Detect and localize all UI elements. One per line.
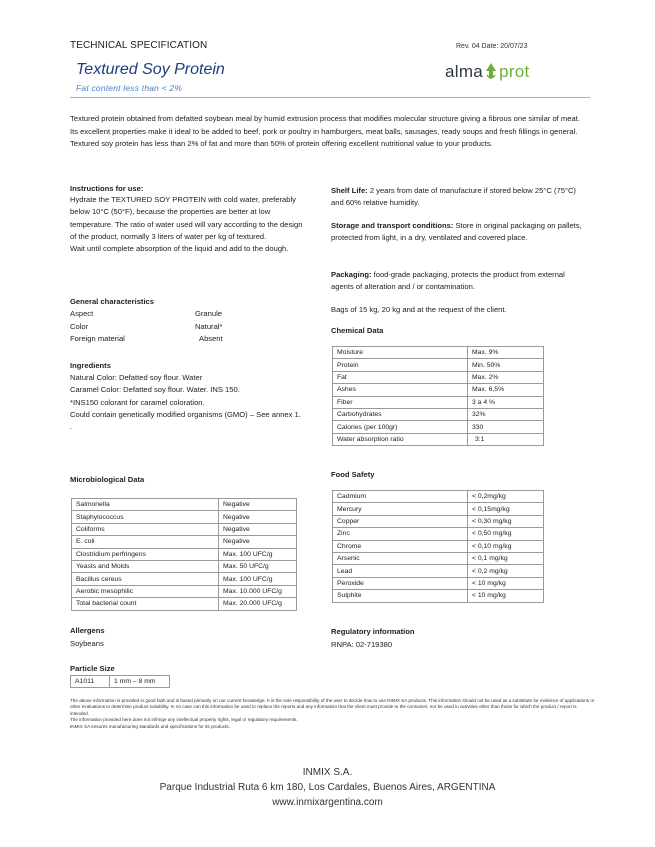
table-row [71,676,170,688]
general-row [70,321,310,334]
micro-title: Microbiological Data [70,475,145,484]
disclaimer-line: The information provided here does not infringe any intellectual property rights, legal or regulatory requirements. [70,717,298,723]
table-cell: < 10 mg/kg [468,590,544,602]
disclaimer [70,698,595,730]
table-cell: < 0,10 mg/kg [468,540,544,552]
shelf-life-label: Shelf Life: [331,186,368,195]
table-row [333,384,544,396]
table-cell: Negative [219,511,297,523]
table-cell: Negative [219,523,297,535]
food-safety-title: Food Safety [331,470,375,479]
table-cell: Protein [333,359,468,371]
table-cell: 3 a 4 % [468,396,544,408]
table-row [333,371,544,383]
instructions-wait: Wait until complete absorption of the liquid and add to the dough. [70,244,289,254]
product-title: Textured Soy Protein [76,61,225,78]
ingredients-title: Ingredients [70,361,111,370]
table-cell: Max. 10.000 UFC/g [219,585,297,597]
food-safety-table [332,490,544,603]
footer-company: INMIX S.A. [302,767,353,778]
table-cell: Max. 50 UFC/g [219,560,297,572]
table-row [72,598,297,610]
general-key: Color [70,321,89,331]
table-cell: < 0,50 mg/kg [468,528,544,540]
table-cell: Carbohydrates [333,408,468,420]
table-row [333,515,544,527]
table-row [333,503,544,515]
table-cell: Max. 100 UFC/g [219,573,297,585]
logo-text-left: alma [445,62,484,81]
table-cell: Cadmium [333,491,468,503]
table-row [333,552,544,564]
table-row [72,585,297,597]
table-row [333,359,544,371]
table-row [333,408,544,420]
table-cell: Max. 6,5% [468,384,544,396]
table-cell: Copper [333,515,468,527]
table-cell: Bacillus cereus [72,573,219,585]
table-row [333,590,544,602]
description-paragraph: Textured protein obtained from defatted soybean meal by humid extrusion process that modifies molecular structure giving a fibrous one similar of meat. [70,114,580,123]
header-divider [70,97,590,98]
general-value: Natural* [195,321,223,331]
table-cell: < 0,15mg/kg [468,503,544,515]
chemical-title: Chemical Data [331,326,384,335]
particle-table [70,675,170,688]
table-cell: Max. 100 UFC/g [219,548,297,560]
table-cell: Lead [333,565,468,577]
description-paragraph: Textured soy protein has less than 2% of fat and more than 50% of protein offering excellent nutritional value to your products. [70,139,493,149]
product-description [70,113,590,151]
table-cell: Fat [333,371,468,383]
footer-website[interactable]: www.inmixargentina.com [272,797,383,808]
table-cell: Total bacterial count [72,598,219,610]
leaf-arrow-icon [484,62,498,82]
table-row [72,499,297,511]
table-row [333,491,544,503]
shelf-life [331,185,586,210]
disclaimer-line: INMIX SA ensures manufacturing standards and specifications for its products. [70,723,230,729]
table-row [72,548,297,560]
table-cell: Max. 9% [468,347,544,359]
table-cell: 330 [468,421,544,433]
storage-conditions [331,220,586,245]
company-logo [445,59,530,85]
table-cell: Coliforms [72,523,219,535]
table-cell: Zinc [333,528,468,540]
table-row [333,347,544,359]
particle-title: Particle Size [70,664,115,673]
instructions-text: Hydrate the TEXTURED SOY PROTEIN with cold water, preferably below 10°C (50°F), because the properties are better at low temperature. The ratio of water used will vary according to the design of the product, normally 3 liters of water per kg of textured. [70,195,303,241]
general-key: Foreign material [70,334,125,344]
ingredient-line: Natural Color: Defatted soy flour. Water [70,373,203,382]
table-cell: Max. 20.000 UFC/g [219,598,297,610]
table-cell: < 0,1 mg/kg [468,552,544,564]
table-cell: Min. 50% [468,359,544,371]
regulatory-text: RNPA: 02-719380 [331,640,393,649]
allergens-title: Allergens [70,626,105,635]
table-cell: Ashes [333,384,468,396]
description-paragraph: Its excellent properties make it ideal to be added to beef, pork or poultry in hamburgers, meat balls, sausages, ready soups and fresh fillings in general. [70,126,578,136]
table-cell: Arsenic [333,552,468,564]
ingredients-section [70,361,310,433]
packaging [331,269,586,294]
table-cell: < 0,30 mg/kg [468,515,544,527]
table-row [333,528,544,540]
table-cell: Peroxide [333,577,468,589]
table-row [72,573,297,585]
table-row [333,540,544,552]
table-row [333,396,544,408]
packaging-text: food-grade packaging, protects the product from external agents of alteration and / or contamination. [331,270,565,292]
table-row [72,536,297,548]
document-type: TECHNICAL SPECIFICATION [70,40,208,51]
table-cell: < 0,2 mg/kg [468,565,544,577]
logo-text-right: prot [499,62,530,81]
general-value: Absent [199,334,223,344]
storage-text: Store in original packaging on pallets, protected from light, in a dry, ventilated and covered place. [331,221,582,243]
ingredient-line: Could contain genetically modified organisms (GMO) – See annex 1. [70,409,301,419]
table-row [72,511,297,523]
table-cell: < 0,2mg/kg [468,491,544,503]
shelf-life-text: 2 years from date of manufacture if stored below 25°C (75°C) and 60% relative humidity. [331,186,576,208]
table-cell: 3:1 [468,433,544,445]
instructions-title: Instructions for use: [70,184,144,193]
instructions-section [70,184,310,255]
storage-label: Storage and transport conditions: [331,221,454,230]
table-cell: Water absorption ratio [333,433,468,445]
ingredient-line: Caramel Color: Defatted soy flour. Water. INS 150. [70,385,240,395]
table-cell: A1011 [71,676,110,688]
micro-table [71,498,297,611]
table-cell: Clostridium perfringens [72,548,219,560]
general-value: Granule [195,309,223,318]
table-row [333,421,544,433]
general-key: Aspect [70,309,94,318]
table-cell: Salmonella [72,499,219,511]
table-cell: Calories (per 100gr) [333,421,468,433]
table-cell: Mercury [333,503,468,515]
table-row [72,560,297,572]
table-cell: < 10 mg/kg [468,577,544,589]
table-row [333,577,544,589]
general-row [70,308,310,321]
packaging-label: Packaging: [331,270,372,279]
table-row [333,565,544,577]
ingredient-line: . [70,422,73,432]
table-cell: 1 mm – 8 mm [110,676,170,688]
table-row [72,523,297,535]
allergens-text: Soybeans [70,639,104,648]
footer-address: Parque Industrial Ruta 6 km 180, Los Cardales, Buenos Aires, ARGENTINA [159,782,496,793]
general-characteristics [70,297,310,346]
table-cell: E. coli [72,536,219,548]
general-row [70,333,310,346]
table-cell: Moisture [333,347,468,359]
allergens-section [70,626,105,650]
regulatory-title: Regulatory information [331,627,415,636]
table-cell: Chrome [333,540,468,552]
revision-date: Rev. 04 Date: 20/07/23 [456,43,528,50]
general-title: General characteristics [70,297,155,306]
table-cell: Negative [219,499,297,511]
table-cell: Max. 2% [468,371,544,383]
table-cell: Staphylococcus [72,511,219,523]
table-cell: Aerobic mesophilic [72,585,219,597]
table-row [333,433,544,445]
table-cell: 32% [468,408,544,420]
table-cell: Yeasts and Molds [72,560,219,572]
table-cell: Negative [219,536,297,548]
product-subtitle: Fat content less than < 2% [76,83,183,93]
disclaimer-line: The above information is provided in good faith and is based primarily on our current knowledge. It is the sole responsibility of the user to decide how to use INMIX SA products. This information should not be used as a substitute for evidence of applications or other evaluations to determine product suitability. In no case can this information be used to replace the reports and any information that the client must provide to the consumer, nor be used in activities other than those for which the product / report is intended. [70,698,595,716]
ingredient-line: *INS150 colorant for caramel coloration. [70,397,205,407]
page-footer [0,765,655,810]
table-cell: Fiber [333,396,468,408]
chemical-table [332,346,544,446]
table-cell: Sulphite [333,590,468,602]
packaging-bags: Bags of 15 kg, 20 kg and at the request of the client. [331,305,507,314]
regulatory-section [331,627,415,651]
